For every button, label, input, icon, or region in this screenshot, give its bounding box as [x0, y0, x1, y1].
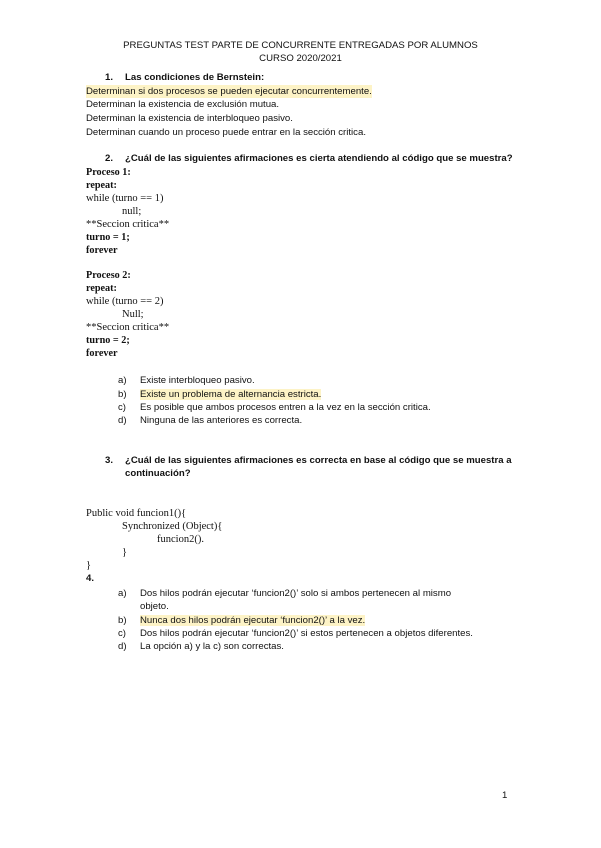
- q3-option-c-letter: c): [118, 628, 126, 639]
- code2-line-2: repeat:: [86, 283, 117, 294]
- q1-option-1-correct: Determinan si dos procesos se pueden ejecutar concurrentemente.: [86, 86, 372, 97]
- code3-line-1: Public void funcion1(){: [86, 508, 187, 519]
- code1-line-5: **Seccion critica**: [86, 219, 170, 230]
- code2-line-3: while (turno == 2): [86, 296, 164, 307]
- q3-option-a-text: Dos hilos podrán ejecutar ‘funcion2()’ solo si ambos pertenecen al mismo: [140, 588, 452, 599]
- q2-option-b-letter: b): [118, 389, 127, 400]
- q2-option-c: [118, 401, 431, 414]
- q2-option-b-text: Existe un problema de alternancia estricta.: [140, 389, 322, 400]
- q1-option-2: Determinan la existencia de exclusión mutua.: [86, 99, 280, 110]
- code3-line-2: Synchronized (Object){: [122, 521, 223, 532]
- q3-option-a-text-cont: objeto.: [140, 601, 169, 612]
- code3-line-4: }: [122, 547, 128, 558]
- code1-line-4: null;: [122, 206, 142, 217]
- q2-option-a-letter: a): [118, 375, 127, 386]
- code2-line-1: Proceso 2:: [86, 270, 131, 281]
- code3-line-3: funcion2().: [157, 534, 204, 545]
- question-3-number: 3.: [105, 455, 114, 466]
- question-1: [105, 71, 264, 84]
- q1-option-3: Determinan la existencia de interbloqueo pasivo.: [86, 113, 293, 124]
- question-3-text-line-2: continuación?: [125, 468, 191, 479]
- q2-option-d-letter: d): [118, 415, 127, 426]
- q2-option-b-correct: [118, 388, 321, 401]
- q2-option-d-text: Ninguna de las anteriores es correcta.: [140, 415, 303, 426]
- question-1-number: 1.: [105, 72, 114, 83]
- code2-line-7: forever: [86, 348, 118, 359]
- question-3-text-line-1: ¿Cuál de las siguientes afirmaciones es correcta en base al código que se muestra a: [125, 455, 512, 466]
- q3-option-b-correct: [118, 614, 365, 627]
- code2-line-4: Null;: [122, 309, 144, 320]
- stray-item-number: 4.: [86, 573, 95, 584]
- q3-option-d-letter: d): [118, 641, 127, 652]
- question-2-number: 2.: [105, 153, 114, 164]
- q3-option-b-letter: b): [118, 615, 127, 626]
- code1-line-2: repeat:: [86, 180, 117, 191]
- code2-line-5: **Seccion critica**: [86, 322, 170, 333]
- q3-option-d: [118, 640, 284, 653]
- question-1-text: Las condiciones de Bernstein:: [125, 72, 265, 83]
- code1-line-6: turno = 1;: [86, 232, 130, 243]
- page-number: 1: [502, 790, 508, 801]
- q3-option-c-text: Dos hilos podrán ejecutar ‘funcion2()’ si estos pertenecen a objetos diferentes.: [140, 628, 473, 639]
- document-title: PREGUNTAS TEST PARTE DE CONCURRENTE ENTREGADAS POR ALUMNOS: [123, 40, 478, 51]
- q2-option-a-text: Existe interbloqueo pasivo.: [140, 375, 255, 386]
- code1-line-7: forever: [86, 245, 118, 256]
- q3-option-d-text: La opción a) y la c) son correctas.: [140, 641, 284, 652]
- q3-option-a-letter: a): [118, 588, 127, 599]
- q3-option-a: [118, 587, 451, 600]
- question-3: [105, 454, 512, 467]
- q1-option-4: Determinan cuando un proceso puede entrar en la sección critica.: [86, 127, 366, 138]
- code1-line-3: while (turno == 1): [86, 193, 164, 204]
- course-label: CURSO 2020/2021: [259, 53, 342, 64]
- question-2-text: ¿Cuál de las siguientes afirmaciones es cierta atendiendo al código que se muestra?: [125, 153, 513, 164]
- question-2: [105, 152, 513, 165]
- code2-line-6: turno = 2;: [86, 335, 130, 346]
- q3-option-b-text: Nunca dos hilos podrán ejecutar ‘funcion2()’ a la vez.: [140, 615, 366, 626]
- q2-option-a: [118, 374, 255, 387]
- q3-option-c: [118, 627, 473, 640]
- code3-line-5: }: [86, 560, 92, 571]
- q2-option-c-text: Es posible que ambos procesos entren a la vez en la sección critica.: [140, 402, 431, 413]
- code1-line-1: Proceso 1:: [86, 167, 131, 178]
- q2-option-d: [118, 414, 302, 427]
- q2-option-c-letter: c): [118, 402, 126, 413]
